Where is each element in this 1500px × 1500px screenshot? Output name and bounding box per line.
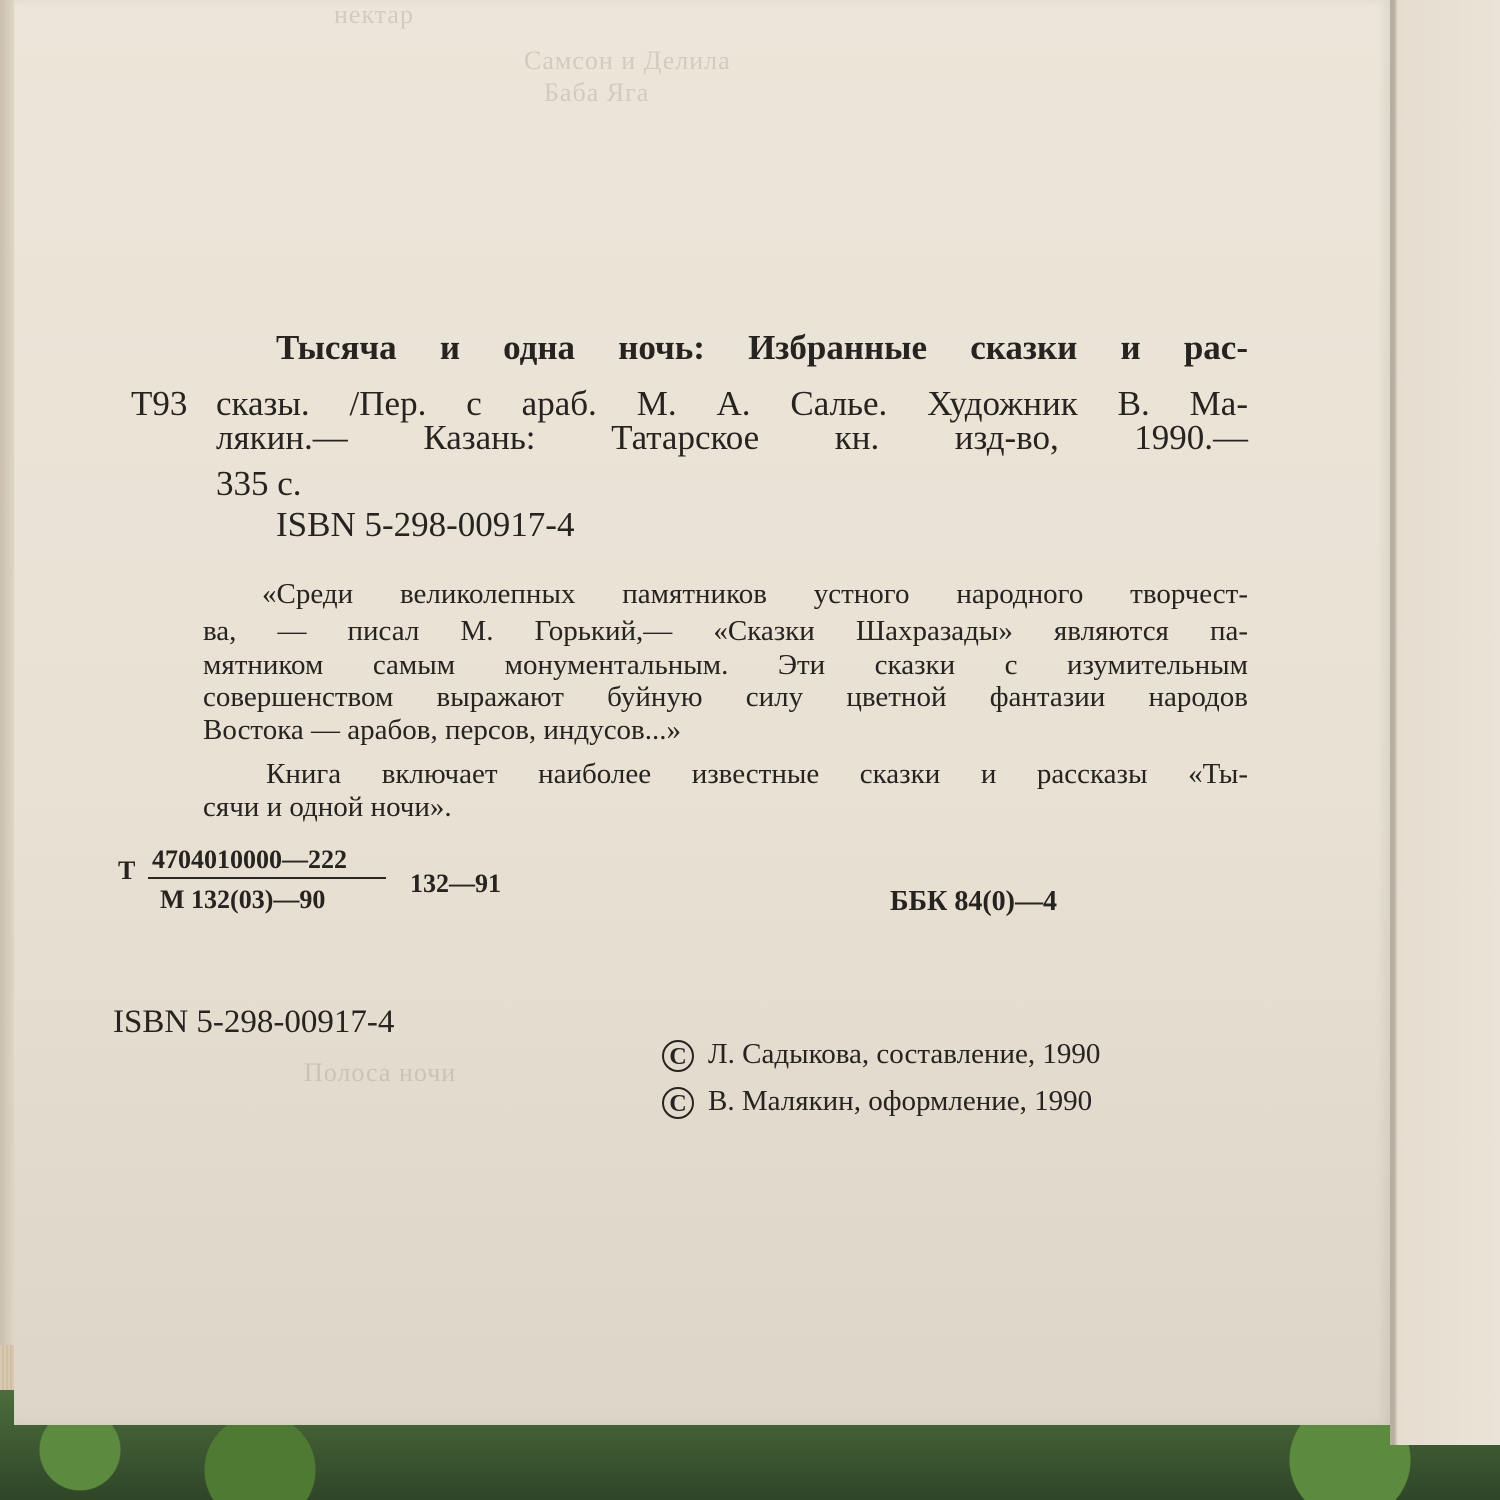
copyright-icon: C — [662, 1087, 694, 1119]
bbk-code: ББК 84(0)—4 — [890, 886, 1057, 917]
class-denominator: М 132(03)—90 — [160, 885, 326, 914]
class-order: 132—91 — [410, 869, 501, 898]
show-through-text: Самсон и Делила — [524, 46, 731, 75]
abstract-line-1: «Среди великолепных памятников устного народного творчест- — [262, 578, 1248, 610]
annotation-line-1: Тысяча и одна ночь: Избранные сказки и рас- — [276, 328, 1248, 367]
abstract-line-5: Востока — арабов, персов, индусов...» — [203, 714, 682, 746]
copyright-line-2: C В. Малякин, оформление, 1990 — [662, 1087, 1092, 1119]
class-numerator: 4704010000—222 — [152, 845, 347, 874]
class-letter: Т — [118, 856, 136, 885]
abstract-line-4: совершенством выражают буйную силу цветной фантазии народов — [203, 681, 1248, 713]
isbn-top: ISBN 5-298-00917-4 — [276, 505, 575, 544]
show-through-text: нектар — [334, 0, 414, 29]
folded-flap — [1390, 0, 1500, 1445]
annotation-line-2: сказы. /Пер. с араб. М. А. Салье. Художник В. Ма- — [216, 384, 1248, 423]
isbn-bottom: ISBN 5-298-00917-4 — [113, 1004, 395, 1040]
annotation-line-3: лякин.— Казань: Татарское кн. изд-во, 1990.— — [216, 418, 1248, 457]
copyright-line-1: C Л. Садыкова, составление, 1990 — [662, 1040, 1100, 1072]
show-through-text: Полоса ночи — [304, 1058, 457, 1087]
abstract-line-2: ва, — писал М. Горький,— «Сказки Шахразады» являются па- — [203, 615, 1248, 647]
index-code: Т93 — [131, 384, 188, 423]
abstract-line-7: сячи и одной ночи». — [203, 791, 452, 823]
fraction-bar — [148, 877, 386, 879]
show-through-text: Баба Яга — [544, 78, 650, 107]
annotation-line-4: 335 с. — [216, 464, 302, 503]
abstract-line-6: Книга включает наиболее известные сказки и рассказы «Ты- — [266, 758, 1248, 790]
abstract-line-3: мятником самым монументальным. Эти сказки с изумительным — [203, 649, 1248, 681]
copyright-icon: C — [662, 1040, 694, 1072]
